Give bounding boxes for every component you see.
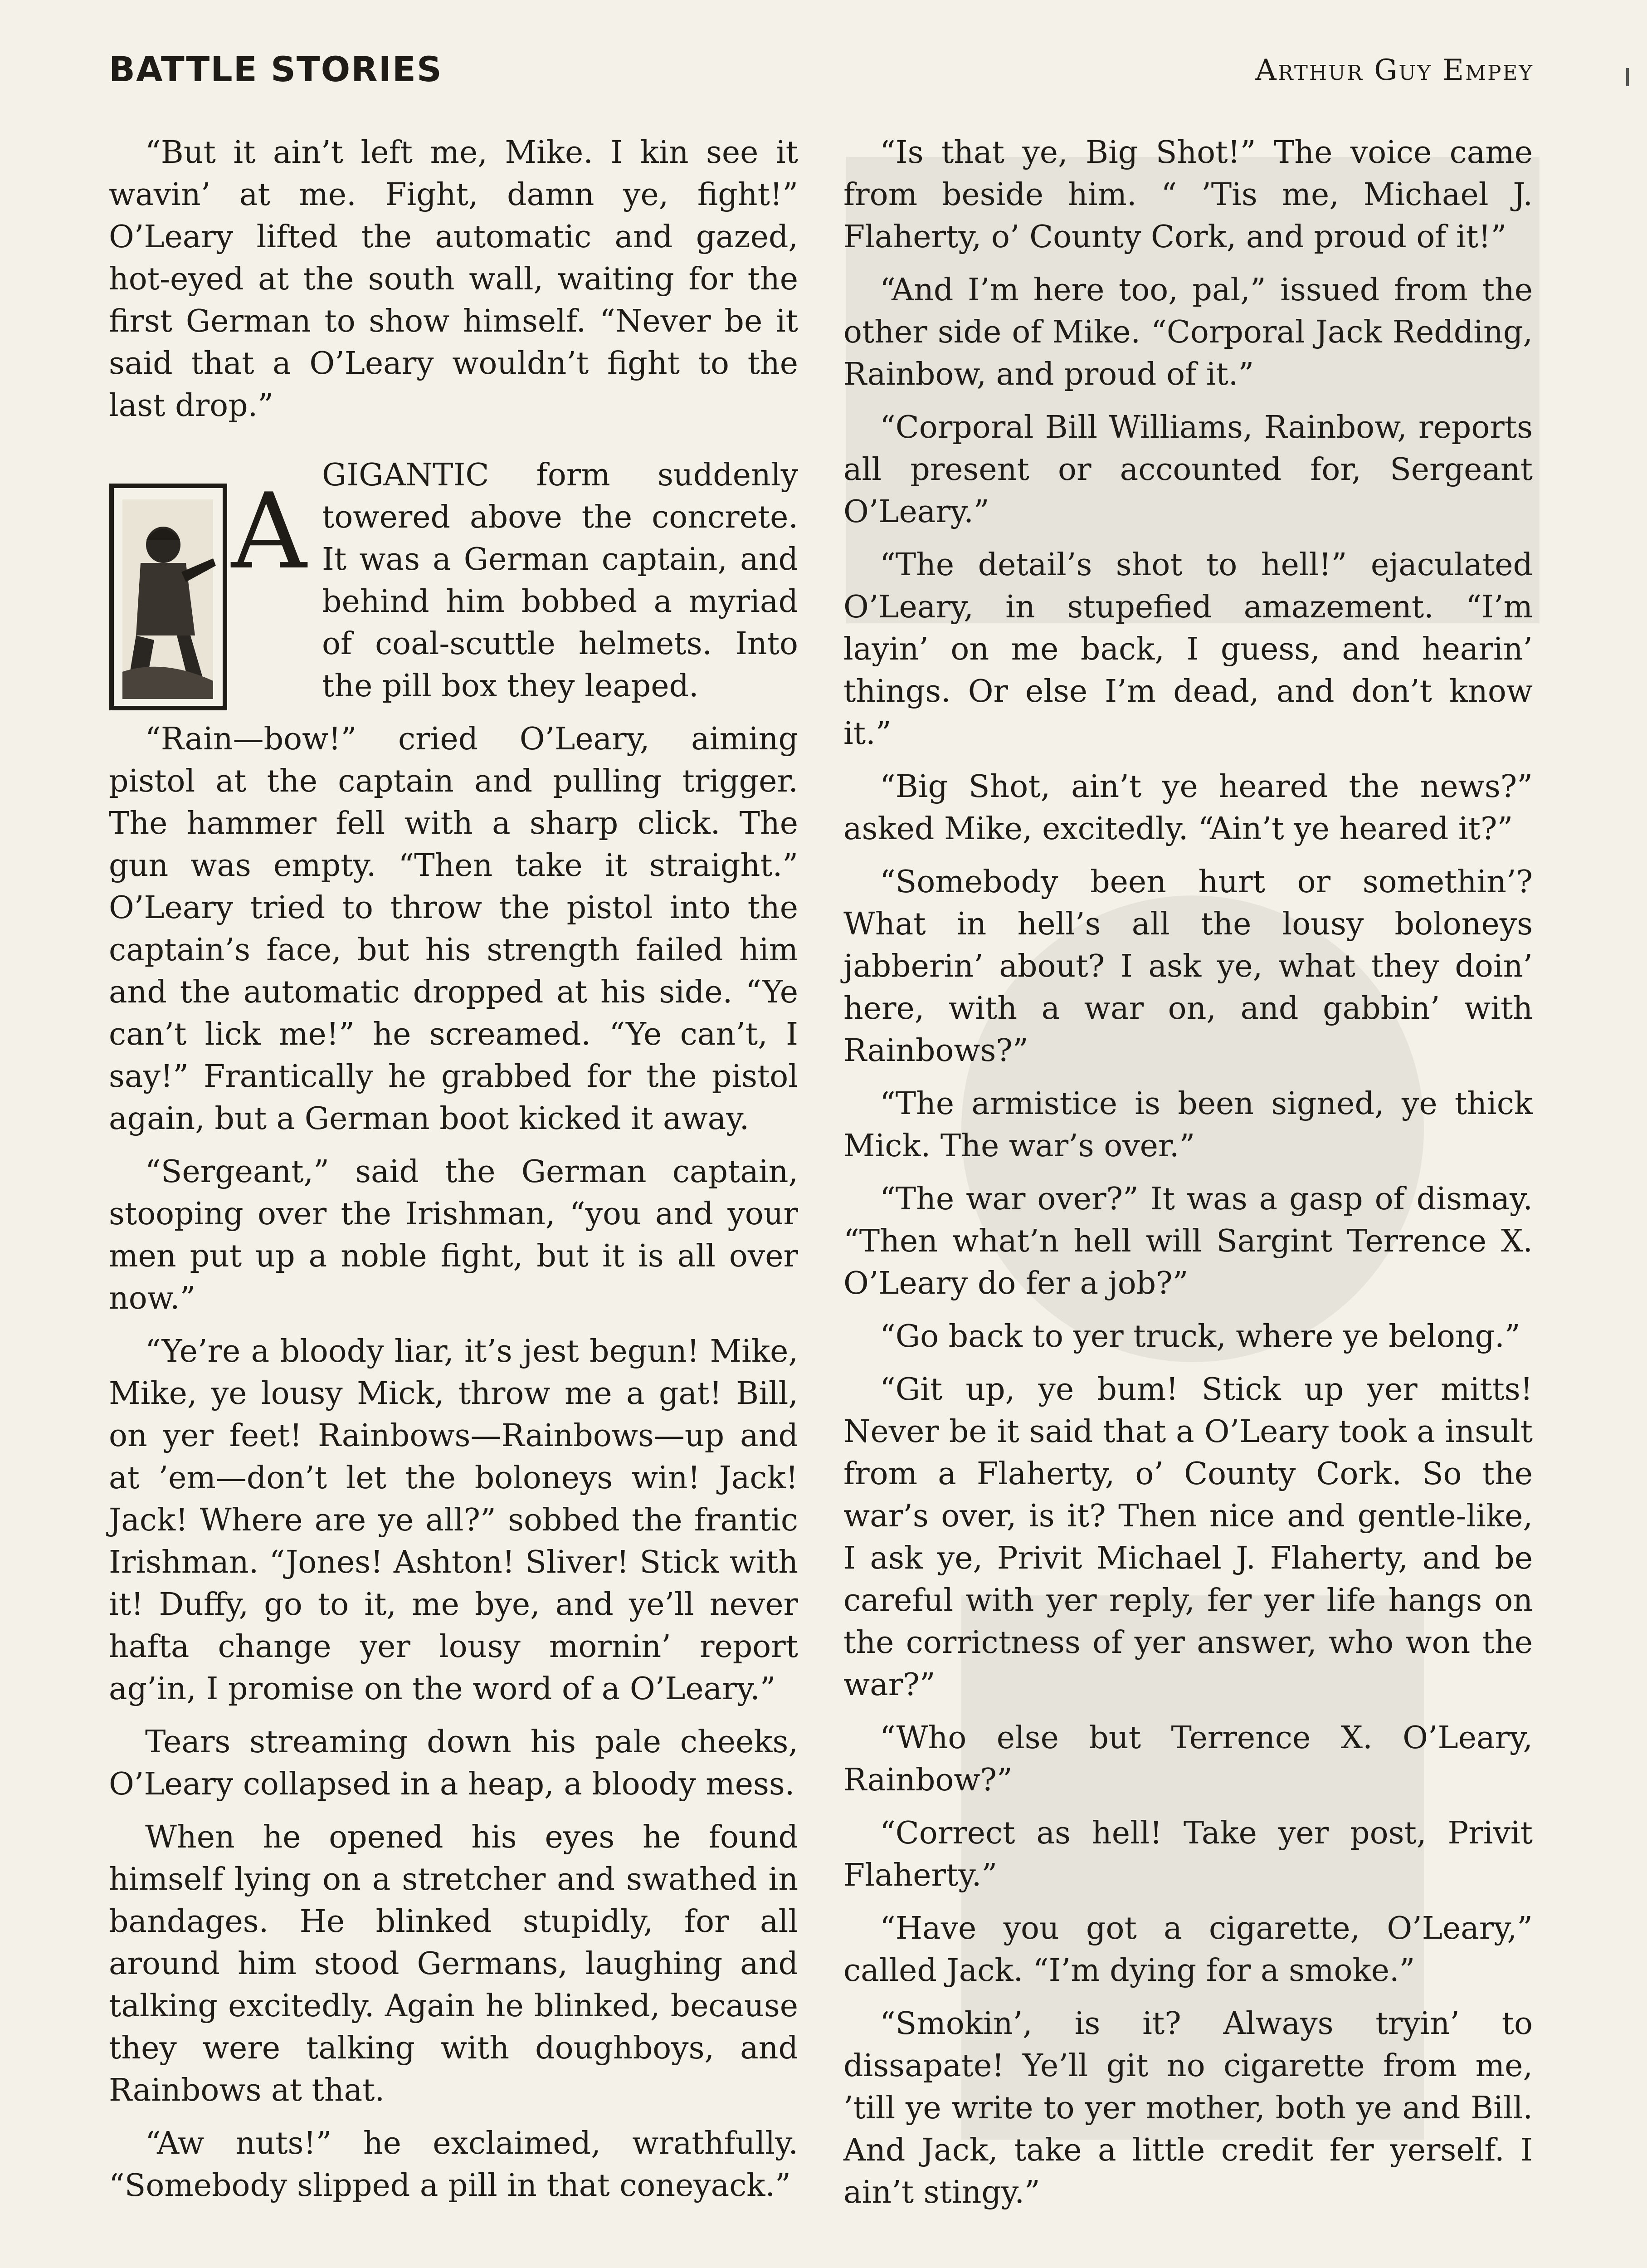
paragraph: “Go back to yer truck, where ye belong.”: [880, 1319, 1520, 1354]
paragraph: When he opened his eyes he found himself lying on a stretcher and swathed in bandages. He blinked stupidly, for all around him stood Germans, laughing and talking excitedly. Again he blinked, because they were talking with doughboys, and Rainbows at that.: [109, 1819, 798, 2108]
paragraph: “And I’m here too, pal,” issued from the other side of Mike. “Corporal Jack Redding, Rainbow, and proud of it.”: [843, 272, 1533, 392]
soldier-illustration-icon: [109, 454, 308, 713]
paragraph: Tears streaming down his pale cheeks, O’Leary collapsed in a heap, a bloody mess.: [109, 1724, 798, 1802]
running-head-title: BATTLE STORIES: [109, 49, 443, 89]
text-column-right: [843, 132, 1533, 2224]
paragraph: “Correct as hell! Take yer post, Privit Flaherty.”: [843, 1815, 1533, 1893]
text-column-left: [109, 132, 798, 2218]
paragraph: “Ye’re a bloody liar, it’s jest begun! Mike, Mike, ye lousy Mick, throw me a gat! Bill, on yer feet! Rainbows—Rainbows—up and at ’em—don’t let the boloneys win! Jack! Jack! Where are ye all?” sobbed the frantic Irishman. “Jones! Ashton! Sliver! Stick with it! Duffy, go to it, me bye, and ye’ll never hafta change yer lousy mornin’ report ag’in, I promise on the word of a O’Leary.”: [109, 1334, 798, 1707]
paragraph: “Git up, ye bum! Stick up yer mitts! Never be it said that a O’Leary took a insult from a Flaherty, o’ County Cork. So the war’s over, is it? Then nice and gentle-like, I ask ye, Privit Michael J. Flaherty, and be careful with yer reply, fer yer life hangs on the corrictness of yer answer, who won the war?”: [843, 1372, 1533, 1703]
paragraph: “Aw nuts!” he exclaimed, wrathfully. “Somebody slipped a pill in that coneyack.”: [109, 2126, 798, 2204]
paragraph: “The war over?” It was a gasp of dismay. “Then what’n hell will Sargint Terrence X. O’Leary do fer a job?”: [843, 1181, 1533, 1301]
paragraph: “Corporal Bill Williams, Rainbow, reports all present or accounted for, Sergeant O’Leary.”: [843, 410, 1533, 530]
paragraph: “Big Shot, ain’t ye heared the news?” asked Mike, excitedly. “Ain’t ye heared it?”: [843, 769, 1533, 847]
paragraph: “The detail’s shot to hell!” ejaculated O’Leary, in stupefied amazement. “I’m layin’ on me back, I guess, and hearin’ things. Or else I’m dead, and don’t know it.”: [843, 547, 1533, 752]
page-edge-mark: [1626, 68, 1629, 86]
author-name: Arthur Guy Empey: [1255, 54, 1534, 87]
paragraph: “Is that ye, Big Shot!” The voice came from beside him. “ ’Tis me, Michael J. Flaherty, o’ County Cork, and proud of it!”: [843, 135, 1533, 255]
paragraph: “Somebody been hurt or somethin’? What in hell’s all the lousy boloneys jabberin’ about? I ask ye, what they doin’ here, with a war on, and gabbin’ with Rainbows?”: [843, 864, 1533, 1069]
paragraph: “Smokin’, is it? Always tryin’ to dissapate! Ye’ll git no cigarette from me, ’till ye write to yer mother, both ye and Bill. And Jack, take a little credit fer yerself. I ain’t stingy.”: [843, 2006, 1533, 2210]
dropcap-letter: A: [231, 471, 307, 592]
paragraph-lead: GIGANTIC form suddenly towered above the concrete. It was a German captain, and behind him bobbed a myriad of coal-scuttle helmets. Into the pill box they leaped.: [322, 457, 798, 704]
running-head-author: [1256, 54, 1534, 87]
paragraph: “Who else but Terrence X. O’Leary, Rainbow?”: [843, 1720, 1533, 1798]
paragraph: “But it ain’t left me, Mike. I kin see it wavin’ at me. Fight, damn ye, fight!” O’Leary lifted the automatic and gazed, hot-eyed at the south wall, waiting for the first German to show himself. “Never be it said that a O’Leary wouldn’t fight to the last drop.”: [109, 135, 798, 424]
paragraph: “The armistice is been signed, ye thick Mick. The war’s over.”: [843, 1086, 1533, 1164]
paragraph: “Rain—bow!” cried O’Leary, aiming pistol at the captain and pulling trigger. The hammer fell with a sharp click. The gun was empty. “Then take it straight.” O’Leary tried to throw the pistol into the captain’s face, but his strength failed him and the automatic dropped at his side. “Ye can’t lick me!” he screamed. “Ye can’t, I say!” Frantically he grabbed for the pistol again, but a German boot kicked it away.: [109, 721, 798, 1137]
paragraph: “Sergeant,” said the German captain, stooping over the Irishman, “you and your men put up a noble fight, but it is all over now.”: [109, 1154, 798, 1316]
dropcap-block: [109, 454, 798, 707]
paragraph: “Have you got a cigarette, O’Leary,” called Jack. “I’m dying for a smoke.”: [843, 1911, 1533, 1989]
